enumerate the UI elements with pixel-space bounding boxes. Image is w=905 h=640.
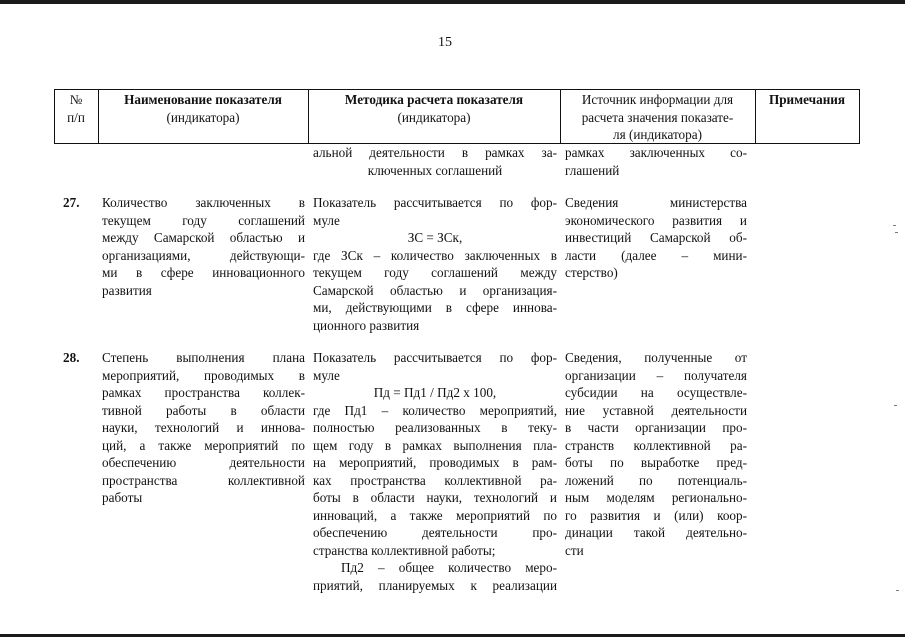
page-top-border — [0, 0, 905, 4]
row-27-method: Показатель рассчитывается по фор- муле ЗС = ЗСк, где ЗСк – количество заключенных в текущем году соглашений между Самарской областью и организация- ми, действующими в сфере иннова- ционного развития — [313, 195, 557, 333]
page-number: 15 — [438, 35, 452, 50]
header-col-source: Источник информации для расчета значения показате- ля (индикатора) — [581, 92, 734, 142]
table-top-border — [54, 89, 859, 90]
header-col-number: № п/п — [67, 92, 85, 125]
row-28-source: Сведения, полученные от организации – получателя субсидии на осуществле- ние уставной деятельности в части организации про- странств коллективной ра- боты по выработке пред- ложений по потенциаль- ным моделям регионально- го развития и (или) коор- динации такой деятельно- сти — [565, 350, 747, 558]
header-col-method: Методика расчета показателя (индикатора) — [344, 92, 524, 125]
col-divider-1 — [98, 89, 99, 144]
row-28-method: Показатель рассчитывается по фор- муле Пд = Пд1 / Пд2 х 100, где Пд1 – количество мероприятий, полностью реализованных в теку- щем году в рамках выполнения пла- на мероприятий, проводимых в рам- ках пространства коллективной ра- боты в области науки, технологий и инноваций, а также мероприятий по обеспечению деятельности про- странства коллективной работы; Пд2 – общее количество меро- приятий, планируемых к реализации — [313, 350, 557, 593]
table-right-border — [859, 89, 860, 144]
row-27-name: Количество заключенных в текущем году соглашений между Самарской областью и организациями, действующи- ми в сфере инновационного развития — [102, 195, 305, 298]
continuation-method: альной деятельности в рамках за- ключенных соглашений — [313, 145, 557, 178]
row-28-name: Степень выполнения плана мероприятий, проводимых в рамках пространства коллек- тивной работы в области науки, технологий и иннова- ций, а также мероприятий по обеспечению деятельности пространства коллективной работы — [102, 350, 305, 505]
row-27-number: 27. — [63, 195, 80, 210]
scan-speck — [893, 225, 896, 226]
col-divider-2 — [308, 89, 309, 144]
scan-speck — [894, 405, 897, 406]
header-col-name: Наименование показателя (индикатора) — [124, 92, 282, 125]
page-bottom-border — [0, 634, 905, 637]
header-col-notes: Примечания — [768, 92, 846, 107]
row-28-formula: Пд = Пд1 / Пд2 х 100, — [373, 385, 497, 400]
col-divider-4 — [755, 89, 756, 144]
scan-speck — [895, 232, 898, 233]
table-left-border — [54, 89, 55, 144]
row-27-source: Сведения министерства экономического развития и инвестиций Самарской об- ласти (далее – мини- стерство) — [565, 195, 747, 280]
continuation-source: рамках заключенных со- глашений — [565, 145, 747, 178]
row-28-number: 28. — [63, 350, 80, 365]
scan-speck — [896, 590, 899, 591]
col-divider-3 — [560, 89, 561, 144]
row-27-formula: ЗС = ЗСк, — [407, 230, 463, 245]
